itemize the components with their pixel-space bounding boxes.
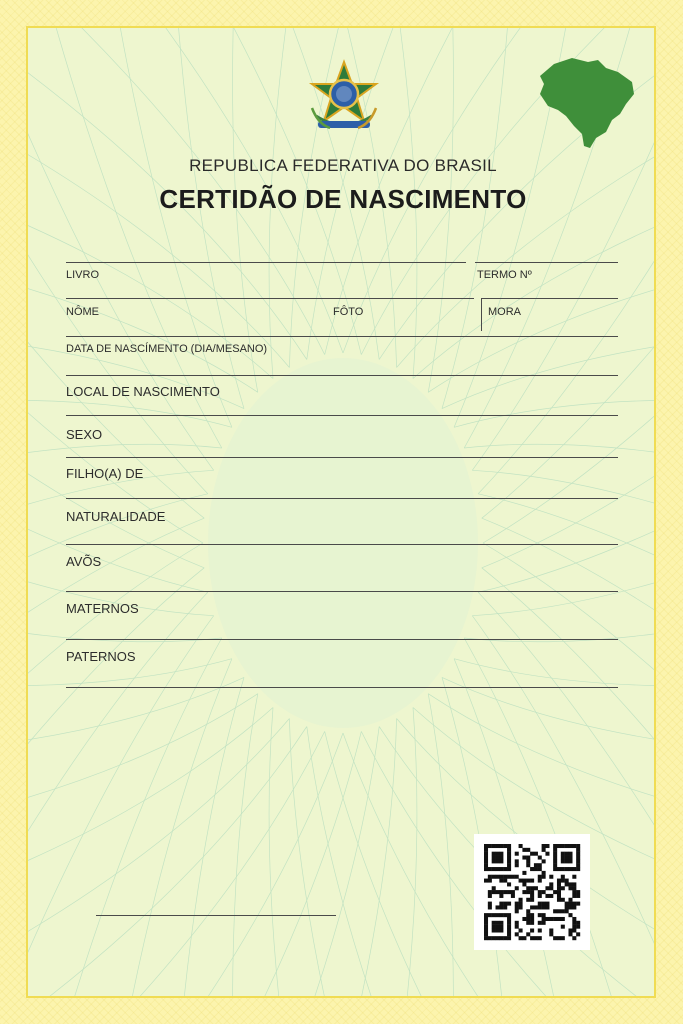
avos-label: AVÕS bbox=[66, 554, 102, 569]
naturalidade-bottom-rule bbox=[66, 544, 618, 545]
certificate-sheet bbox=[26, 26, 656, 998]
maternos-label: MATERNOS bbox=[66, 601, 139, 616]
mora-divider bbox=[481, 299, 482, 331]
filho-bottom-rule bbox=[66, 498, 618, 499]
data-nascimento-label: DATA DE NASCÍMENTO (DIA/MESANO) bbox=[66, 343, 268, 355]
naturalidade-label: NATURALIDADE bbox=[66, 509, 166, 524]
document-title: CERTIDÃO DE NASCIMENTO bbox=[159, 184, 527, 214]
livro-label: LIVRO bbox=[66, 269, 100, 281]
termo-bottom-rule bbox=[481, 298, 618, 299]
maternos-bottom-rule bbox=[66, 639, 618, 640]
nome-bottom-rule bbox=[66, 336, 618, 337]
brazil-coat-of-arms-icon bbox=[304, 58, 384, 138]
livro-top-rule bbox=[66, 262, 466, 263]
sexo-label: SEXO bbox=[66, 427, 103, 442]
filho-de-label: FILHO(A) DE bbox=[66, 466, 144, 481]
mora-label: MORA bbox=[488, 306, 521, 318]
data-bottom-rule bbox=[66, 375, 618, 376]
local-bottom-rule bbox=[66, 415, 618, 416]
paternos-label: PATERNOS bbox=[66, 649, 136, 664]
nome-label: NÔME bbox=[66, 306, 99, 318]
brazil-map-icon bbox=[536, 54, 636, 150]
sexo-bottom-rule bbox=[66, 457, 618, 458]
country-name: REPUBLICA FEDERATIVA DO BRASIL bbox=[189, 156, 497, 175]
livro-bottom-rule bbox=[66, 298, 474, 299]
avos-bottom-rule bbox=[66, 591, 618, 592]
paternos-bottom-rule bbox=[66, 687, 618, 688]
local-nascimento-label: LOCAL DE NASCIMENTO bbox=[66, 384, 220, 399]
termo-label: TERMO Nº bbox=[477, 269, 532, 281]
foto-label: FÔTO bbox=[333, 306, 364, 318]
signature-line bbox=[96, 915, 336, 916]
qr-code bbox=[474, 834, 590, 950]
termo-top-rule bbox=[475, 262, 618, 263]
